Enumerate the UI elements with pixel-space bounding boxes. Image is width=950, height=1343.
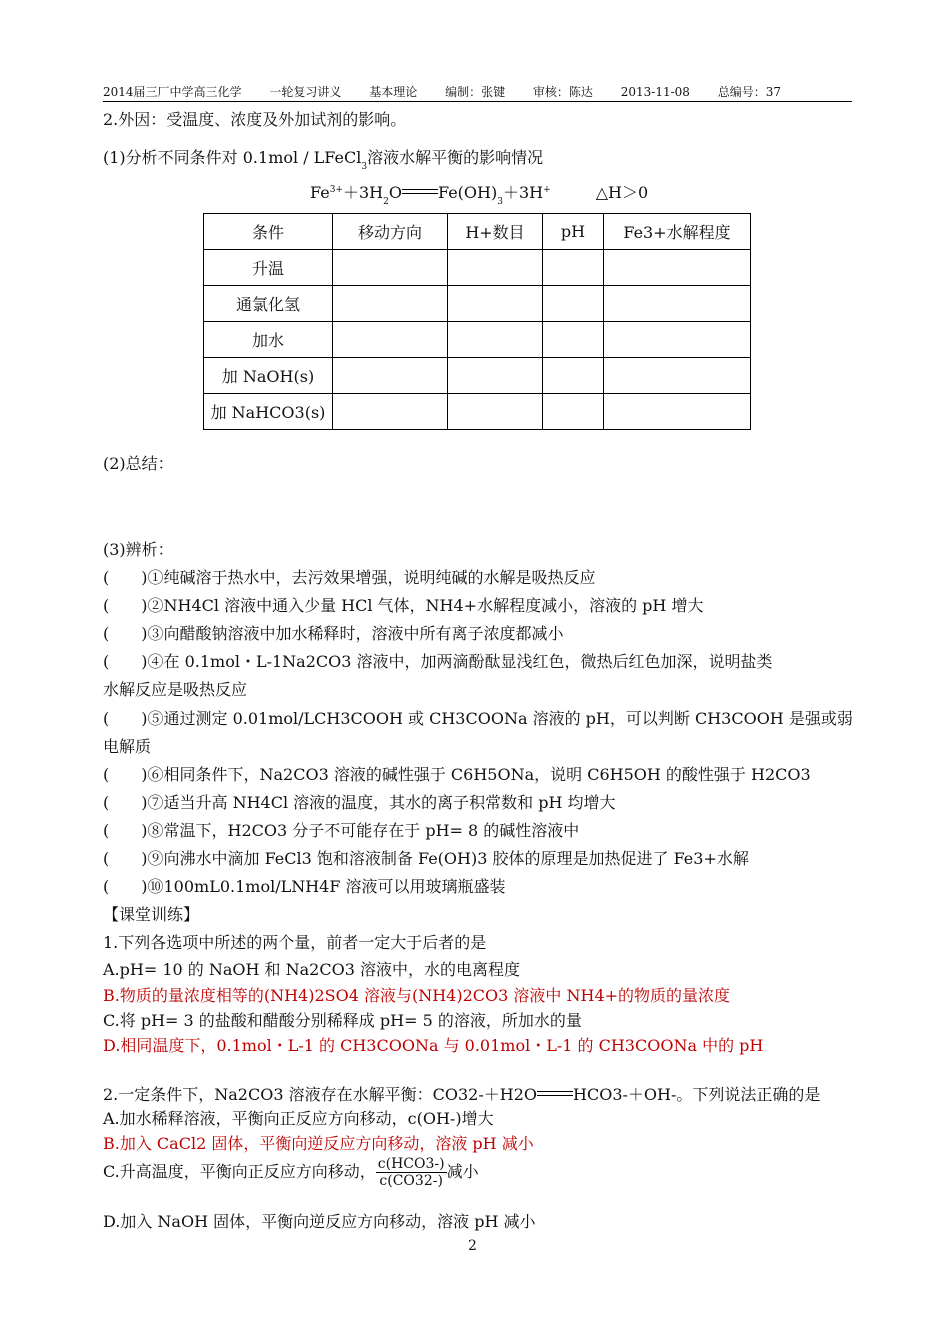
table-header-row: [204, 214, 751, 250]
header-course: 一轮复习讲义: [269, 85, 342, 99]
header-reviewer: 审核：陈达: [532, 85, 593, 99]
table-row: 加水: [204, 322, 751, 358]
q2-stem: 2.一定条件下，Na2CO3 溶液存在水解平衡：CO32-＋H2O HCO3-＋OH-。下列说法正确的是: [103, 1085, 821, 1104]
q1-title: (1)分析不同条件对 0.1mol / LFeCl$_3$溶液水解平衡的影响情况: [103, 148, 544, 172]
header-editor: 编制：张键: [445, 85, 506, 99]
judgment-item: ( )①纯碱溶于热水中，去污效果增强，说明纯碱的水解是吸热反应: [103, 568, 596, 587]
condition-table: [203, 213, 751, 430]
equilibrium-arrow-icon: [402, 188, 438, 196]
judgment-item: ( )⑦适当升高 NH4Cl 溶液的温度，其水的离子积常数和 pH 均增大: [103, 793, 616, 812]
judgment-item: ( )⑤通过测定 0.01mol/LCH3COOH 或 CH3COONa 溶液的 pH，可以判断 CH3COOH 是强或弱: [103, 709, 853, 728]
header-date: 2013-11-08: [620, 85, 690, 99]
page-number: 2: [468, 1238, 477, 1254]
table-header: pH: [543, 214, 604, 250]
q1-option-b: B.物质的量浓度相等的(NH4)2SO4 溶液与(NH4)2CO3 溶液中 NH4+的物质的量浓度: [103, 986, 731, 1005]
table-header: 移动方向: [333, 214, 448, 250]
analysis-title: (3)辨析：: [103, 540, 174, 559]
header-school: 2014届三厂中学高三化学: [103, 85, 242, 99]
table-header: Fe3+水解程度: [604, 214, 751, 250]
q2-option-a: A.加水稀释溶液，平衡向正反应方向移动，c(OH-)增大: [103, 1109, 494, 1128]
q2-option-b: B.加入 CaCl2 固体，平衡向逆反应方向移动，溶液 pH 减小: [103, 1134, 534, 1153]
table-row: 升温: [204, 250, 751, 286]
table-row: 加 NaOH(s): [204, 358, 751, 394]
table-header: H+数目: [448, 214, 543, 250]
table-header: 条件: [204, 214, 333, 250]
q1-option-d: D.相同温度下，0.1mol・L-1 的 CH3COONa 与 0.01mol・L-1 的 CH3COONa 中的 pH: [103, 1036, 764, 1055]
table-row: 加 NaHCO3(s): [204, 394, 751, 430]
judgment-item-cont: 电解质: [103, 737, 152, 756]
judgment-item: ( )⑨向沸水中滴加 FeCl3 饱和溶液制备 Fe(OH)3 胶体的原理是加热促进了 Fe3+水解: [103, 849, 749, 868]
header-topic: 基本理论: [369, 85, 418, 99]
section-title: 2.外因：受温度、浓度及外加试剂的影响。: [103, 110, 407, 129]
q2-option-c: C.升高温度，平衡向正反应方向移动， $\frac{\text{c(HCO3-)}}{c(CO32-)}$ 减小: [103, 1156, 479, 1189]
judgment-item-cont: 水解反应是吸热反应: [103, 680, 248, 699]
q1-option-a: A.pH= 10 的 NaOH 和 Na2CO3 溶液中，水的电离程度: [103, 960, 520, 979]
judgment-item: ( )⑥相同条件下，Na2CO3 溶液的碱性强于 C6H5ONa，说明 C6H5OH 的酸性强于 H2CO3: [103, 765, 811, 784]
page-header: [103, 83, 852, 102]
judgment-item: ( )②NH4Cl 溶液中通入少量 HCl 气体，NH4+水解程度减小，溶液的 pH 增大: [103, 596, 704, 615]
training-title: 【课堂训练】: [103, 905, 200, 924]
hydrolysis-equation: $Fe^{3+}+3H_2O$ $Fe(OH)_3+3H^+$ △H＞0: [310, 183, 649, 207]
table-row: 通氯化氢: [204, 286, 751, 322]
judgment-item: ( )③向醋酸钠溶液中加水稀释时，溶液中所有离子浓度都减小: [103, 624, 564, 643]
judgment-item: ( )④在 0.1mol・L-1Na2CO3 溶液中，加两滴酚酞显浅红色，微热后红色加深，说明盐类: [103, 652, 773, 671]
q2-option-d: D.加入 NaOH 固体，平衡向逆反应方向移动，溶液 pH 减小: [103, 1212, 536, 1231]
judgment-item: ( )⑧常温下，H2CO3 分子不可能存在于 pH= 8 的碱性溶液中: [103, 821, 580, 840]
equilibrium-arrow-icon: [537, 1090, 573, 1098]
q1-option-c: C.将 pH= 3 的盐酸和醋酸分别稀释成 pH= 5 的溶液，所加水的量: [103, 1011, 582, 1030]
summary-label: (2)总结：: [103, 454, 174, 473]
concentration-ratio: $\frac{\text{c(HCO3-)}}{c(CO32-)}$: [377, 1156, 445, 1189]
judgment-item: ( )⑩100mL0.1mol/LNH4F 溶液可以用玻璃瓶盛装: [103, 877, 506, 896]
q1-stem: 1.下列各选项中所述的两个量，前者一定大于后者的是: [103, 933, 487, 952]
header-serial: 总编号：37: [717, 85, 782, 99]
